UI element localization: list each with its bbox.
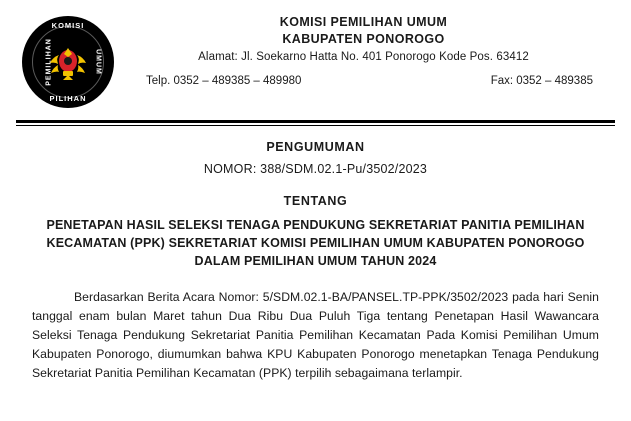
garuda-emblem-icon xyxy=(46,41,90,83)
kpu-logo-icon xyxy=(22,16,114,108)
about-label: TENTANG xyxy=(283,194,348,208)
document-number: NOMOR: 388/SDM.02.1-Pu/3502/2023 xyxy=(203,162,428,176)
telephone-text: Telp. 0352 – 489385 – 489980 xyxy=(146,74,302,87)
logo-bottom-text: PILIHAN xyxy=(49,94,87,103)
logo-right-text: UMUM xyxy=(94,49,102,75)
logo-left-text: PEMILIHAN xyxy=(45,38,53,86)
document-body xyxy=(0,126,631,383)
contact-row xyxy=(120,75,607,87)
document-subject: PENETAPAN HASIL SELEKSI TENAGA PENDUKUNG SEKRETARIAT PANITIA PEMILIHAN KECAMATAN (PPK) SEKRETARIAT KOMISI PEMILIHAN UMUM KABUPATEN PONOROGO DALAM PEMILIHAN UMUM TAHUN 2024 xyxy=(46,218,585,269)
letterhead-divider-thick xyxy=(16,120,615,123)
letterhead xyxy=(0,0,631,114)
organization-name-line-2: KABUPATEN PONOROGO xyxy=(282,31,445,46)
logo-top-text: KOMISI xyxy=(51,21,85,30)
document-title: PENGUMUMAN xyxy=(266,140,365,154)
letterhead-text xyxy=(120,14,613,87)
organization-name-line-1: KOMISI PEMILIHAN UMUM xyxy=(279,15,448,29)
document-paragraph: Berdasarkan Berita Acara Nomor: 5/SDM.02.1-BA/PANSEL.TP-PPK/3502/2023 pada hari Senin tanggal enam bulan Maret tahun Dua Ribu Dua Puluh Tiga tentang Penetapan Hasil Wawancara Seleksi Tenaga Pendukung Sekretariat Panitia Pemilihan Kecamatan Pada Komisi Pemilihan Umum Kabupaten Ponorogo, diumumkan bahwa KPU Kabupaten Ponorogo menetapkan Tenaga Pendukung Sekretariat Panitia Pemilihan Kecamatan (PPK) terpilih sebagaimana terlampir. xyxy=(32,290,599,380)
organization-address: Alamat: Jl. Soekarno Hatta No. 401 Ponorogo Kode Pos. 63412 xyxy=(198,50,529,63)
fax-text: Fax: 0352 – 489385 xyxy=(490,74,593,87)
logo-container xyxy=(16,14,120,108)
